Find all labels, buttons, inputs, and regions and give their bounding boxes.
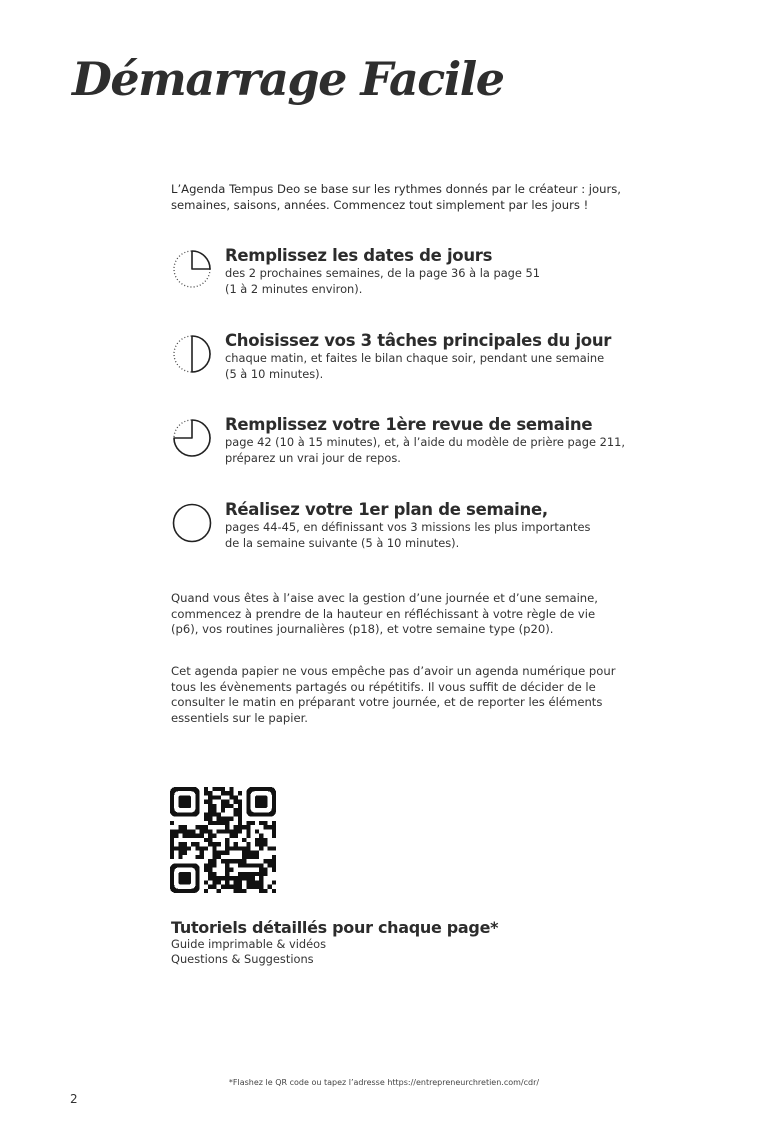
step-4-line-2: de la semaine suivante (5 à 10 minutes). [225, 535, 460, 550]
step-2-title: Choisissez vos 3 tâches principales du jour [225, 331, 612, 350]
page-number: 2 [70, 1092, 78, 1106]
step-4-title: Réalisez votre 1er plan de semaine, [225, 500, 548, 519]
step-3-line-1: page 42 (10 à 15 minutes), et, à l’aide du modèle de prière page 211, [225, 435, 625, 449]
step-1-title: Remplissez les dates de jours [225, 246, 493, 265]
step-2-line-1: chaque matin, et faites le bilan chaque soir, pendant une semaine [225, 351, 605, 365]
clock-full-icon [171, 502, 213, 544]
paragraph-routines: Quand vous êtes à l’aise avec la gestion d’une journée et d’une semaine, commencez à prendre de la hauteur en réfléchissant à votre règle de vie (p6), vos routines journalières (p18), et votre semaine type (p20). [171, 591, 598, 636]
tutorial-title: Tutoriels détaillés pour chaque page* [171, 918, 499, 937]
page-title: Démarrage Facile [72, 52, 504, 106]
tutorial-line-2: Questions & Suggestions [171, 952, 314, 966]
clock-quarter-icon [171, 248, 213, 290]
tutorial-line-1: Guide imprimable & vidéos [171, 937, 327, 951]
intro-text: L’Agenda Tempus Deo se base sur les rythmes donnés par le créateur : jours, semaines, saisons, années. Commencez tout simplement par les jours ! [171, 182, 621, 212]
step-3-line-2: préparez un vrai jour de repos. [225, 450, 401, 465]
step-4-line-1: pages 44-45, en définissant vos 3 missions les plus importantes [225, 520, 591, 534]
step-3-title: Remplissez votre 1ère revue de semaine [225, 415, 593, 434]
step-2-line-2: (5 à 10 minutes). [225, 366, 324, 381]
qr-code-icon[interactable] [170, 787, 276, 893]
step-1-line-2: (1 à 2 minutes environ). [225, 281, 363, 296]
clock-three-quarter-icon [171, 417, 213, 459]
paragraph-digital-agenda: Cet agenda papier ne vous empêche pas d’avoir un agenda numérique pour tous les évènements partagés ou répétitifs. Il vous suffit de décider de le consulter le matin en préparant votre journée, et de reporter les éléments essentiels sur le papier. [171, 664, 616, 725]
footnote: *Flashez le QR code ou tapez l’adresse https://entrepreneurchretien.com/cdr/ [228, 1078, 540, 1087]
clock-half-icon [171, 333, 213, 375]
step-1-line-1: des 2 prochaines semaines, de la page 36 à la page 51 [225, 266, 541, 280]
